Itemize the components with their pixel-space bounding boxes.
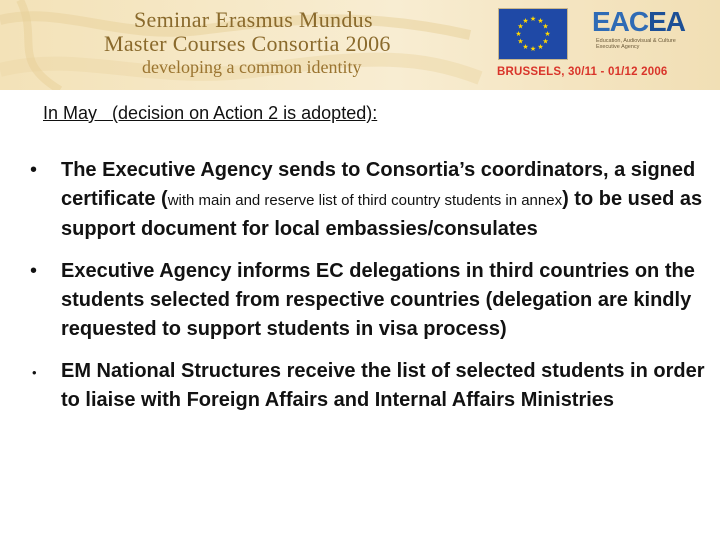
seminar-title bbox=[104, 8, 464, 78]
svg-text:★: ★ bbox=[529, 45, 537, 53]
svg-text:★: ★ bbox=[529, 15, 537, 23]
heading-rest: (decision on Action 2 is adopted): bbox=[112, 103, 378, 123]
heading-when: In May bbox=[43, 103, 98, 123]
eacea-logo bbox=[592, 6, 702, 62]
bullet-text-part1: The Executive Agency sends to Consortia’s coordinators, a signed certificate ( bbox=[61, 159, 696, 210]
svg-text:★: ★ bbox=[522, 43, 529, 51]
header-banner bbox=[0, 0, 720, 90]
bullet-list bbox=[30, 156, 710, 428]
bullet-item bbox=[30, 156, 710, 244]
bullet-item bbox=[30, 357, 710, 415]
svg-text:★: ★ bbox=[542, 22, 549, 31]
bullet-text-part2: ) to be used as support document for local embassies/consulates bbox=[61, 188, 703, 240]
svg-text:★: ★ bbox=[544, 30, 551, 38]
svg-text:★: ★ bbox=[517, 37, 524, 46]
svg-text:★: ★ bbox=[542, 37, 549, 46]
eu-flag-icon bbox=[498, 8, 568, 60]
svg-text:★: ★ bbox=[537, 43, 544, 51]
svg-text:★: ★ bbox=[537, 17, 544, 25]
bullet-note: with main and reserve list of third country students in annex bbox=[167, 192, 563, 209]
bullet-icon: • bbox=[30, 260, 38, 282]
svg-text:★: ★ bbox=[517, 22, 524, 31]
seminar-title-line1: Seminar Erasmus Mundus bbox=[134, 7, 373, 32]
bullet-icon: • bbox=[30, 159, 38, 181]
eacea-logo-text bbox=[592, 6, 702, 38]
slide-heading bbox=[43, 103, 377, 124]
bullet-text: EM National Structures receive the list of selected students in order to liaise with Foreign Affairs and Internal Affairs Ministries bbox=[61, 360, 705, 411]
eacea-subtitle: Education, Audiovisual & Culture Executive Agency bbox=[596, 38, 676, 50]
seminar-title-line3: developing a common identity bbox=[142, 57, 362, 77]
svg-text:★: ★ bbox=[522, 17, 529, 25]
bullet-text: Executive Agency informs EC delegations in third countries on the students selected from respective countries (delegation are kindly requested to support students in visa process) bbox=[61, 260, 695, 340]
event-date-place: BRUSSELS, 30/11 - 01/12 2006 bbox=[497, 66, 668, 78]
eacea-logo-part1: EAC bbox=[592, 6, 649, 37]
seminar-title-line2: Master Courses Consortia 2006 bbox=[104, 31, 391, 56]
bullet-item bbox=[30, 257, 710, 344]
eacea-logo-part2: EA bbox=[648, 6, 686, 37]
bullet-icon: • bbox=[32, 365, 37, 380]
svg-text:★: ★ bbox=[515, 30, 522, 38]
